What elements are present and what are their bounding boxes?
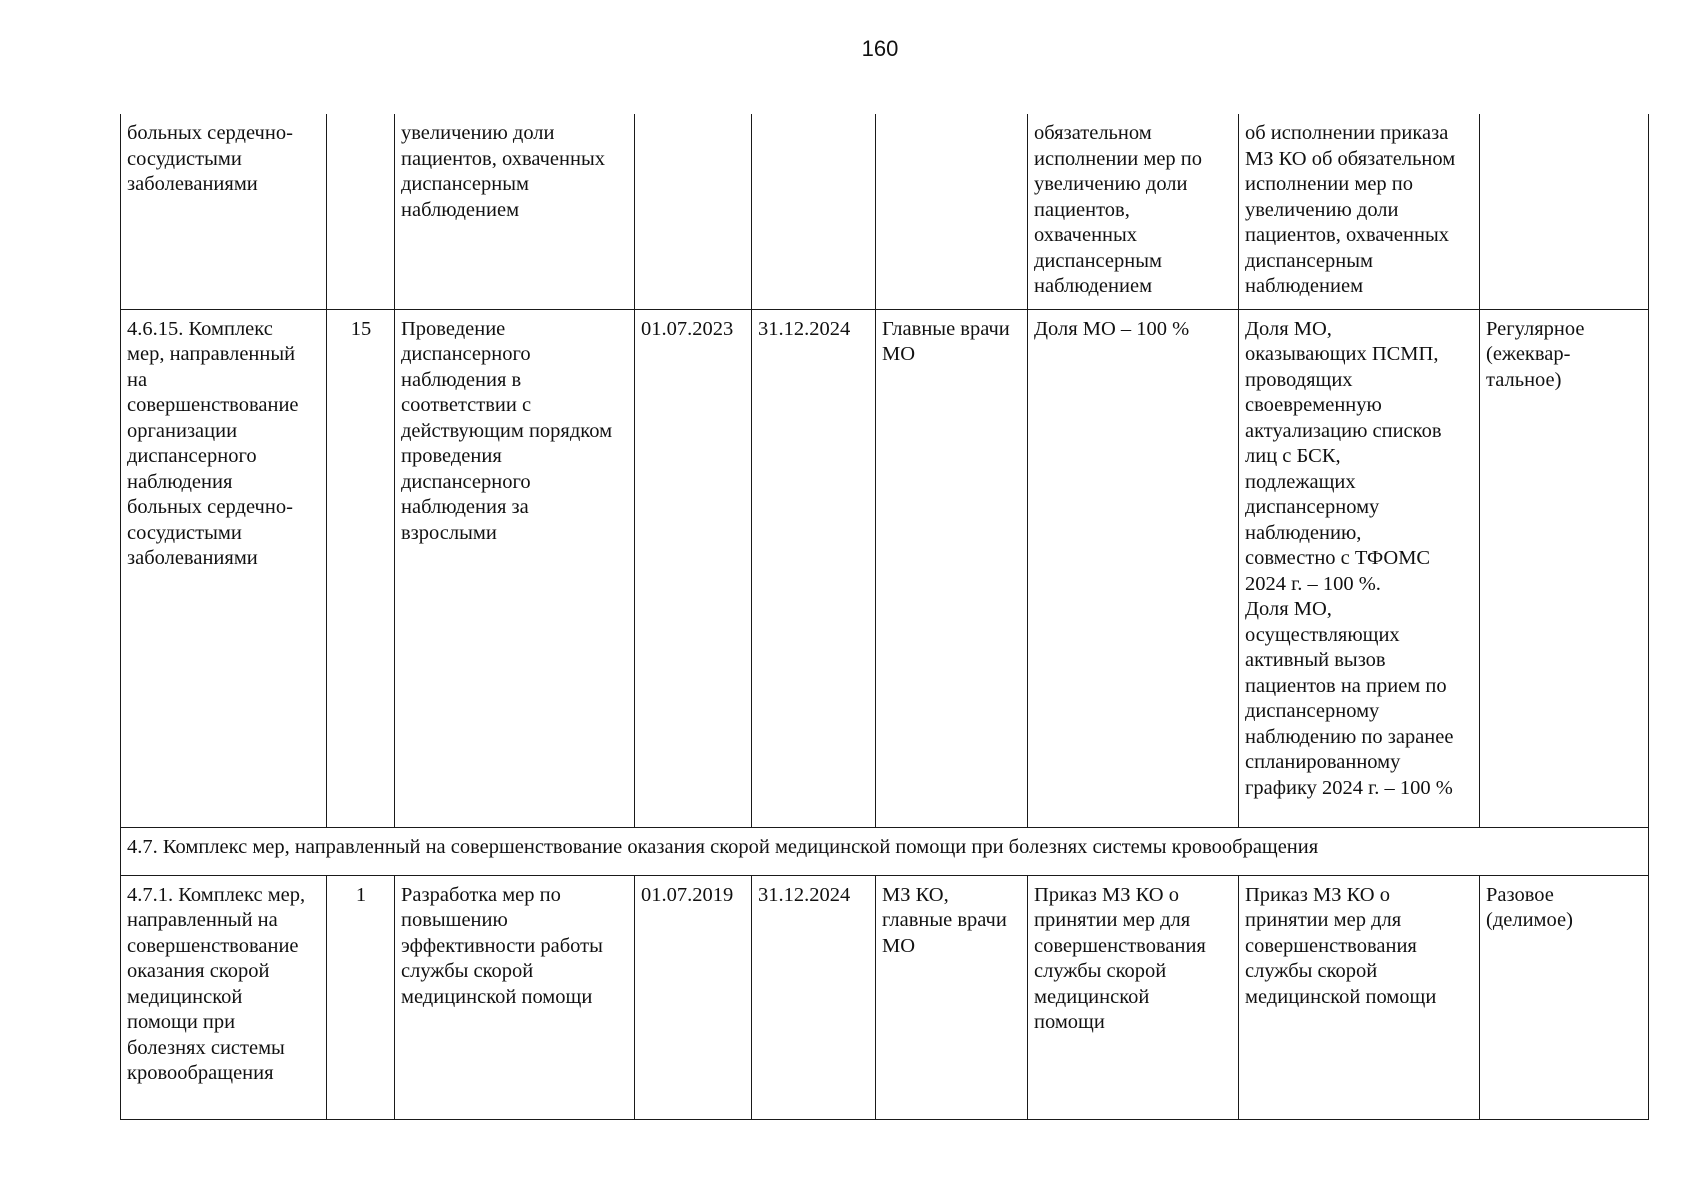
indicator-cell: об исполнении приказа МЗ КО об обязательном исполнении мер по увеличению доли пациентов, охваченных диспансерным наблюдением (1239, 114, 1480, 309)
table-row (121, 114, 1649, 309)
frequency-cell: Разовое (делимое) (1480, 875, 1649, 1119)
result-cell: Приказ МЗ КО о принятии мер для совершенствования службы скорой медицинской помощи (1028, 875, 1239, 1119)
frequency-cell: Регулярное (ежеквар- тальное) (1480, 309, 1649, 827)
responsible-cell: МЗ КО, главные врачи МО (876, 875, 1028, 1119)
action-cell: Разработка мер по повышению эффективности работы службы скорой медицинской помощи (395, 875, 635, 1119)
number-cell: 15 (327, 309, 395, 827)
result-cell: обязательном исполнении мер по увеличению доли пациентов, охваченных диспансерным наблюдением (1028, 114, 1239, 309)
action-plan-table (120, 114, 1649, 1120)
measure-cell: 4.7.1. Комплекс мер, направленный на совершенствование оказания скорой медицинской помощи при болезнях системы кровообращения (121, 875, 327, 1119)
frequency-cell (1480, 114, 1649, 309)
page-number: 160 (861, 36, 899, 61)
section-row (121, 827, 1649, 875)
measure-cell: 4.6.15. Комплекс мер, направленный на совершенствование организации диспансерного наблюдения больных сердечно- сосудистыми заболеваниями (121, 309, 327, 827)
section-heading: 4.7. Комплекс мер, направленный на совершенствование оказания скорой медицинской помощи при болезнях системы кровообращения (121, 827, 1649, 875)
end-date-cell: 31.12.2024 (752, 875, 876, 1119)
number-cell: 1 (327, 875, 395, 1119)
action-cell: увеличению доли пациентов, охваченных диспансерным наблюдением (395, 114, 635, 309)
end-date-cell: 31.12.2024 (752, 309, 876, 827)
table-row (121, 309, 1649, 827)
indicator-cell: Доля МО, оказывающих ПСМП, проводящих своевременную актуализацию списков лиц с БСК, подлежащих диспансерному наблюдению, совместно с ТФОМС 2024 г. – 100 %. Доля МО, осуществляющих активный вызов пациентов на прием по диспансерному наблюдению по заранее спланированному графику 2024 г. – 100 % (1239, 309, 1480, 827)
action-cell: Проведение диспансерного наблюдения в соответствии с действующим порядком проведения диспансерного наблюдения за взрослыми (395, 309, 635, 827)
responsible-cell: Главные врачи МО (876, 309, 1028, 827)
start-date-cell: 01.07.2023 (635, 309, 752, 827)
start-date-cell: 01.07.2019 (635, 875, 752, 1119)
responsible-cell (876, 114, 1028, 309)
table-row (121, 875, 1649, 1119)
start-date-cell (635, 114, 752, 309)
number-cell (327, 114, 395, 309)
measure-cell: больных сердечно- сосудистыми заболеваниями (121, 114, 327, 309)
indicator-cell: Приказ МЗ КО о принятии мер для совершенствования службы скорой медицинской помощи (1239, 875, 1480, 1119)
result-cell: Доля МО – 100 % (1028, 309, 1239, 827)
end-date-cell (752, 114, 876, 309)
